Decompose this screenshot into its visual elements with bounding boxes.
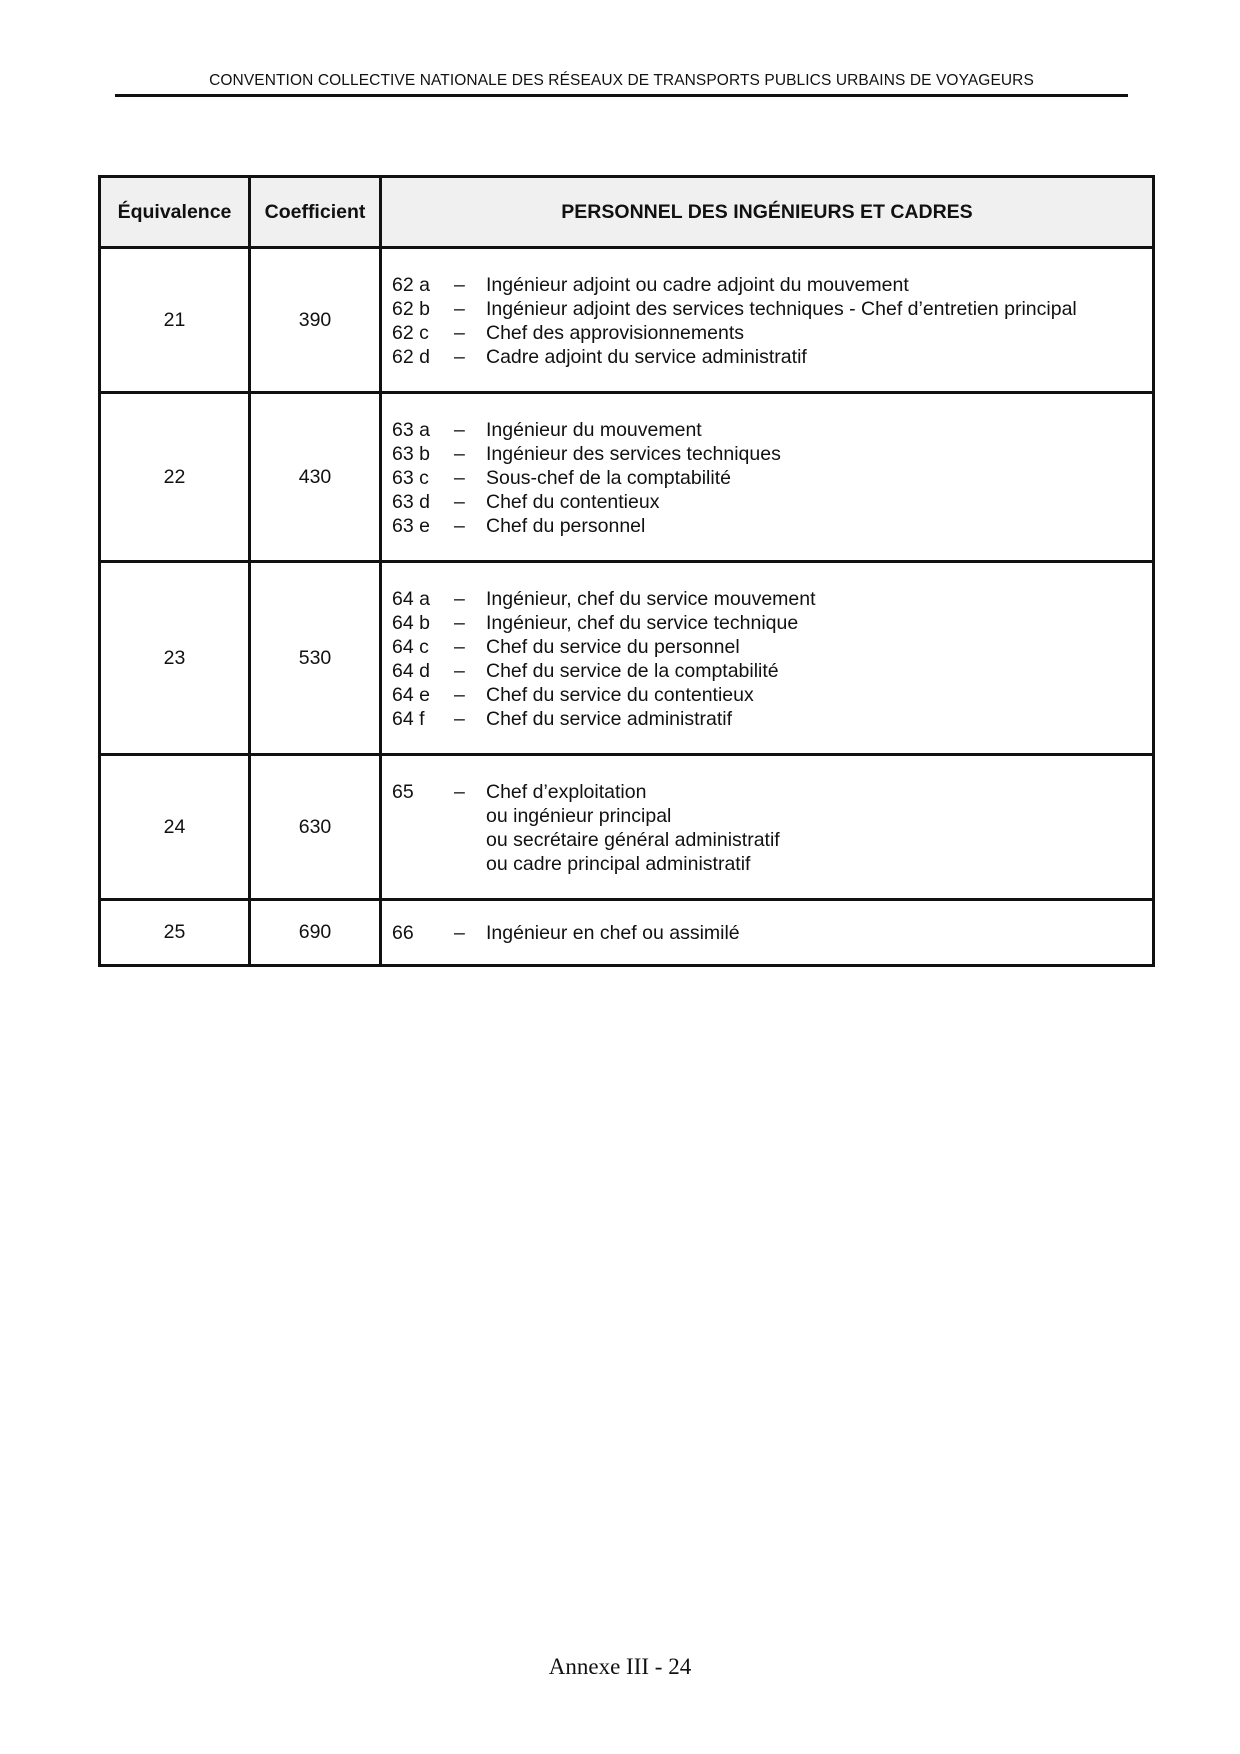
equivalence-cell: 25: [100, 900, 250, 966]
entry-continuation: [392, 804, 1142, 828]
entry-code: 64 d: [392, 660, 430, 682]
personnel-entry: [392, 297, 1142, 321]
running-header: CONVENTION COLLECTIVE NATIONALE DES RÉSEAUX DE TRANSPORTS PUBLICS URBAINS DE VOYAGEURS: [115, 72, 1128, 97]
entry-code: 64 a: [392, 588, 430, 610]
entry-dash: –: [454, 612, 465, 634]
entry-dash: –: [454, 660, 465, 682]
column-header-personnel: PERSONNEL DES INGÉNIEURS ET CADRES: [381, 177, 1154, 248]
table-row: [100, 755, 1154, 900]
entry-label: Chef des approvisionnements: [486, 322, 744, 344]
entry-code: 62 d: [392, 346, 430, 368]
continuation-label: ou ingénieur principal: [486, 805, 672, 827]
continuation-label: ou secrétaire général administratif: [486, 829, 780, 851]
entry-code: 62 a: [392, 274, 430, 296]
personnel-cell: [381, 393, 1154, 562]
personnel-entry: [392, 683, 1142, 707]
table-header: [100, 177, 1154, 248]
entry-dash: –: [454, 588, 465, 610]
coefficient-cell: 530: [250, 562, 381, 755]
column-header-coefficient: Coefficient: [250, 177, 381, 248]
entry-dash: –: [454, 274, 465, 296]
entry-code: 62 c: [392, 322, 429, 344]
entry-label: Chef du contentieux: [486, 491, 660, 513]
personnel-entry: [392, 921, 1142, 945]
entry-dash: –: [454, 636, 465, 658]
entry-dash: –: [454, 419, 465, 441]
entry-code: 63 e: [392, 515, 430, 537]
entry-dash: –: [454, 443, 465, 465]
entry-code: 63 d: [392, 491, 430, 513]
equivalence-cell: 23: [100, 562, 250, 755]
entry-label: Ingénieur, chef du service technique: [486, 612, 799, 634]
entry-label: Ingénieur des services techniques: [486, 443, 781, 465]
page-footer: Annexe III - 24: [548, 1654, 692, 1679]
entry-code: 63 a: [392, 419, 430, 441]
table-row: [100, 562, 1154, 755]
personnel-entry: [392, 587, 1142, 611]
personnel-entry: [392, 418, 1142, 442]
personnel-entry: [392, 707, 1142, 731]
entry-dash: –: [454, 515, 465, 537]
personnel-entry: [392, 659, 1142, 683]
entry-continuation: [392, 852, 1142, 876]
coefficient-cell: 690: [250, 900, 381, 966]
equivalence-cell: 21: [100, 248, 250, 393]
personnel-entry: [392, 611, 1142, 635]
entry-code: 62 b: [392, 298, 430, 320]
entry-label: Ingénieur en chef ou assimilé: [486, 922, 740, 944]
entry-dash: –: [454, 781, 465, 803]
personnel-entry: [392, 442, 1142, 466]
personnel-entry: [392, 466, 1142, 490]
entry-label: Ingénieur, chef du service mouvement: [486, 588, 816, 610]
personnel-entry: [392, 635, 1142, 659]
entry-code: 64 b: [392, 612, 430, 634]
entry-label: Chef du service de la comptabilité: [486, 660, 779, 682]
coefficient-cell: 630: [250, 755, 381, 900]
personnel-entry: [392, 514, 1142, 538]
coefficient-cell: 430: [250, 393, 381, 562]
entry-code: 65: [392, 781, 414, 803]
continuation-label: ou cadre principal administratif: [486, 853, 751, 875]
entry-code: 63 c: [392, 467, 429, 489]
personnel-entry: [392, 490, 1142, 514]
entry-label: Ingénieur du mouvement: [486, 419, 702, 441]
entry-code: 63 b: [392, 443, 430, 465]
entry-code: 64 c: [392, 636, 429, 658]
entry-label: Ingénieur adjoint des services techniques - Chef d’entretien principal: [486, 298, 1077, 320]
entry-label: Chef du personnel: [486, 515, 646, 537]
personnel-entry: [392, 273, 1142, 297]
entry-label: Chef du service du personnel: [486, 636, 740, 658]
entry-label: Chef du service du contentieux: [486, 684, 754, 706]
coefficient-cell: 390: [250, 248, 381, 393]
personnel-entry: [392, 345, 1142, 369]
entry-dash: –: [454, 346, 465, 368]
entry-code: 64 f: [392, 708, 425, 730]
entry-label: Chef du service administratif: [486, 708, 733, 730]
column-header-equivalence: Équivalence: [100, 177, 250, 248]
entry-dash: –: [454, 708, 465, 730]
entry-label: Chef d’exploitation: [486, 781, 647, 803]
personnel-cell: [381, 755, 1154, 900]
table-row: [100, 900, 1154, 966]
table-row: [100, 393, 1154, 562]
entry-code: 64 e: [392, 684, 430, 706]
personnel-cell: [381, 900, 1154, 966]
personnel-cell: [381, 248, 1154, 393]
entry-label: Ingénieur adjoint ou cadre adjoint du mouvement: [486, 274, 909, 296]
personnel-cell: [381, 562, 1154, 755]
table-row: [100, 248, 1154, 393]
entry-dash: –: [454, 684, 465, 706]
entry-dash: –: [454, 491, 465, 513]
entry-dash: –: [454, 467, 465, 489]
entry-dash: –: [454, 298, 465, 320]
classification-table: [98, 175, 1155, 967]
entry-label: Cadre adjoint du service administratif: [486, 346, 807, 368]
entry-code: 66: [392, 922, 414, 944]
equivalence-cell: 22: [100, 393, 250, 562]
entry-dash: –: [454, 322, 465, 344]
table-body: [100, 248, 1154, 966]
personnel-entry: [392, 321, 1142, 345]
entry-continuation: [392, 828, 1142, 852]
equivalence-cell: 24: [100, 755, 250, 900]
entry-label: Sous-chef de la comptabilité: [486, 467, 731, 489]
entry-dash: –: [454, 922, 465, 944]
personnel-entry: [392, 780, 1142, 804]
